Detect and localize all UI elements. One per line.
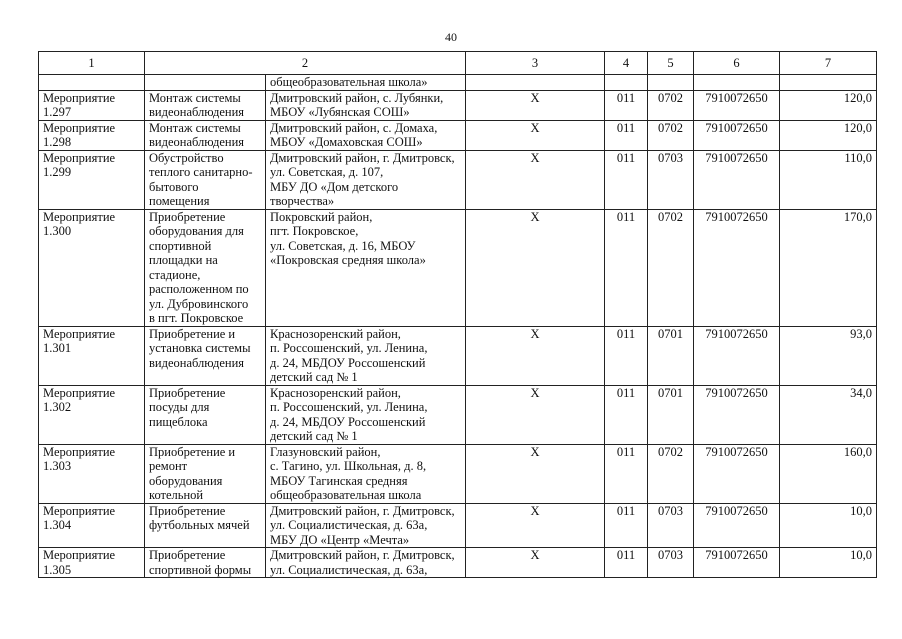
amount-cell: 120,0 <box>780 120 877 150</box>
col4-cell <box>605 75 648 91</box>
header-cell-7: 7 <box>780 52 877 75</box>
col4-cell: 011 <box>605 209 648 326</box>
address-cell: Дмитровский район, с. Домаха, МБОУ «Домаховская СОШ» <box>266 120 466 150</box>
col3-cell: X <box>466 90 605 120</box>
col6-cell: 7910072650 <box>694 444 780 503</box>
col3-cell <box>466 75 605 91</box>
col5-cell: 0701 <box>648 385 694 444</box>
table-row <box>39 326 877 385</box>
col6-cell: 7910072650 <box>694 548 780 578</box>
address-cell: Дмитровский район, г. Дмитровск, ул. Советская, д. 107, МБУ ДО «Дом детского творчества» <box>266 150 466 209</box>
col6-cell: 7910072650 <box>694 385 780 444</box>
event-number-cell: Мероприятие 1.303 <box>39 444 145 503</box>
event-number-cell: Мероприятие 1.297 <box>39 90 145 120</box>
event-name-cell: Монтаж системы видеонаблюдения <box>145 90 266 120</box>
table-row <box>39 385 877 444</box>
amount-cell: 120,0 <box>780 90 877 120</box>
event-name-cell <box>145 75 266 91</box>
event-name-cell: Приобретение и ремонт оборудования котельной <box>145 444 266 503</box>
col4-cell: 011 <box>605 385 648 444</box>
table-row <box>39 209 877 326</box>
header-cell-2: 2 <box>145 52 466 75</box>
event-number-cell: Мероприятие 1.302 <box>39 385 145 444</box>
col6-cell <box>694 75 780 91</box>
amount-cell: 10,0 <box>780 548 877 578</box>
header-cell-6: 6 <box>694 52 780 75</box>
table-row <box>39 548 877 578</box>
table-row <box>39 150 877 209</box>
event-name-cell: Приобретение футбольных мячей <box>145 503 266 548</box>
header-cell-5: 5 <box>648 52 694 75</box>
col4-cell: 011 <box>605 444 648 503</box>
page-number: 40 <box>445 30 457 44</box>
col6-cell: 7910072650 <box>694 120 780 150</box>
header-cell-3: 3 <box>466 52 605 75</box>
header-cell-1: 1 <box>39 52 145 75</box>
address-cell: Краснозоренский район, п. Россошенский, ул. Ленина, д. 24, МБДОУ Россошенский детский сад № 1 <box>266 385 466 444</box>
event-name-cell: Монтаж системы видеонаблюдения <box>145 120 266 150</box>
amount-cell: 34,0 <box>780 385 877 444</box>
col5-cell: 0703 <box>648 150 694 209</box>
amount-cell <box>780 75 877 91</box>
col3-cell: X <box>466 209 605 326</box>
amount-cell: 110,0 <box>780 150 877 209</box>
col5-cell: 0701 <box>648 326 694 385</box>
event-number-cell: Мероприятие 1.299 <box>39 150 145 209</box>
col4-cell: 011 <box>605 120 648 150</box>
event-name-cell: Приобретение посуды для пищеблока <box>145 385 266 444</box>
address-cell: Краснозоренский район, п. Россошенский, ул. Ленина, д. 24, МБДОУ Россошенский детский сад № 1 <box>266 326 466 385</box>
amount-cell: 160,0 <box>780 444 877 503</box>
event-name-cell: Обустройство теплого санитарно- бытового помещения <box>145 150 266 209</box>
col5-cell: 0703 <box>648 503 694 548</box>
event-number-cell: Мероприятие 1.300 <box>39 209 145 326</box>
col3-cell: X <box>466 548 605 578</box>
header-cell-4: 4 <box>605 52 648 75</box>
event-name-cell: Приобретение оборудования для спортивной площадки на стадионе, расположенном по ул. Дубровинского в пгт. Покровское <box>145 209 266 326</box>
address-cell: Дмитровский район, с. Лубянки, МБОУ «Лубянская СОШ» <box>266 90 466 120</box>
col5-cell: 0702 <box>648 444 694 503</box>
col4-cell: 011 <box>605 90 648 120</box>
col6-cell: 7910072650 <box>694 326 780 385</box>
col3-cell: X <box>466 326 605 385</box>
table-row <box>39 503 877 548</box>
col3-cell: X <box>466 444 605 503</box>
col5-cell: 0702 <box>648 120 694 150</box>
col6-cell: 7910072650 <box>694 503 780 548</box>
event-number-cell: Мероприятие 1.301 <box>39 326 145 385</box>
header-row <box>39 52 877 75</box>
address-cell: Глазуновский район, с. Тагино, ул. Школьная, д. 8, МБОУ Тагинская средняя общеобразовательная школа <box>266 444 466 503</box>
event-number-cell <box>39 75 145 91</box>
col6-cell: 7910072650 <box>694 150 780 209</box>
col5-cell: 0702 <box>648 209 694 326</box>
budget-table <box>38 51 877 578</box>
col3-cell: X <box>466 150 605 209</box>
amount-cell: 170,0 <box>780 209 877 326</box>
address-cell: общеобразовательная школа» <box>266 75 466 91</box>
col5-cell <box>648 75 694 91</box>
col3-cell: X <box>466 385 605 444</box>
amount-cell: 10,0 <box>780 503 877 548</box>
amount-cell: 93,0 <box>780 326 877 385</box>
event-name-cell: Приобретение спортивной формы <box>145 548 266 578</box>
col6-cell: 7910072650 <box>694 90 780 120</box>
col4-cell: 011 <box>605 548 648 578</box>
event-number-cell: Мероприятие 1.298 <box>39 120 145 150</box>
event-number-cell: Мероприятие 1.305 <box>39 548 145 578</box>
address-cell: Дмитровский район, г. Дмитровск, ул. Социалистическая, д. 63а, МБУ ДО «Центр «Мечта» <box>266 503 466 548</box>
event-number-cell: Мероприятие 1.304 <box>39 503 145 548</box>
table-row <box>39 120 877 150</box>
event-name-cell: Приобретение и установка системы видеонаблюдения <box>145 326 266 385</box>
address-cell: Покровский район, пгт. Покровское, ул. Советская, д. 16, МБОУ «Покровская средняя школа» <box>266 209 466 326</box>
address-cell: Дмитровский район, г. Дмитровск, ул. Социалистическая, д. 63а, <box>266 548 466 578</box>
table-row <box>39 90 877 120</box>
col4-cell: 011 <box>605 150 648 209</box>
col3-cell: X <box>466 120 605 150</box>
col6-cell: 7910072650 <box>694 209 780 326</box>
col4-cell: 011 <box>605 503 648 548</box>
col5-cell: 0702 <box>648 90 694 120</box>
col3-cell: X <box>466 503 605 548</box>
col5-cell: 0703 <box>648 548 694 578</box>
table-row <box>39 75 877 91</box>
col4-cell: 011 <box>605 326 648 385</box>
table-row <box>39 444 877 503</box>
